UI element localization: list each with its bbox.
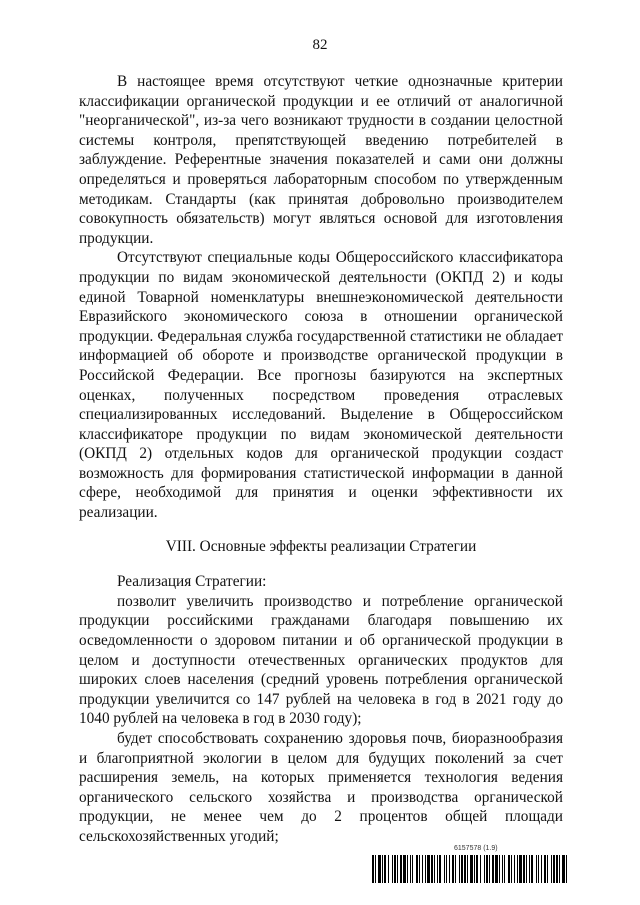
page-number: 82 <box>312 37 328 53</box>
paragraph-classifier-codes: Отсутствуют специальные коды Общероссийского классификатора продукции по видам экономической деятельности (ОКПД 2) и коды единой Товарной номенклатуры внешнеэкономической деятельности Евразийского экономического союза в отношении органической продукции. Федеральная служба государственной статистики не обладает информацией об обороте и производстве органической продукции в Российской Федерации. Все прогнозы базируются на экспертных оценках, полученных посредством проведения отраслевых специализированных исследований. Выделение в Общероссийском классификаторе продукции по видам экономической деятельности (ОКПД 2) отдельных кодов для органической продукции создаст возможность для формирования статистической информации в данной сфере, необходимой для принятия и оценки эффективности их реализации. <box>79 249 563 522</box>
document-body <box>79 72 563 847</box>
list-item: позволит увеличить производство и потребление органической продукции российскими гражданами благодаря повышению их осведомленности о здоровом питании и об органической продукции в целом и доступности отечественных органических продуктов для широких слоев населения (средний уровень потребления органической продукции увеличится со 147 рублей на человека в год в 2021 году до 1040 рублей на человека в год в 2030 году); <box>79 592 563 728</box>
paragraph-criteria: В настоящее время отсутствуют четкие однозначные критерии классификации органической продукции и ее отличий от аналогичной "неорганической", из-за чего возникают трудности в создании целостной системы контроля, препятствующей введению потребителей в заблуждение. Референтные значения показателей и сами они должны определяться и проверяться лабораторным способом по утвержденным методикам. Стандарты (как принятая добровольно производителем совокупность обязательств) могут являться основой для изготовления продукции. <box>79 73 563 247</box>
paragraph-intro: Реализация Стратегии: <box>117 573 267 591</box>
list-item: будет способствовать сохранению здоровья почв, биоразнообразия и благоприятной экологии в целом для будущих поколений за счет расширения земель, на которых применяется технология ведения органического сельского хозяйства и производства органической продукции, не менее чем до 2 процентов общей площади сельскохозяйственных угодий; <box>79 730 563 845</box>
barcode-caption: 6157578 (1.9) <box>454 845 498 852</box>
barcode-icon <box>372 855 568 883</box>
section-heading: VIII. Основные эффекты реализации Стратегии <box>165 537 477 555</box>
document-barcode <box>372 845 568 883</box>
